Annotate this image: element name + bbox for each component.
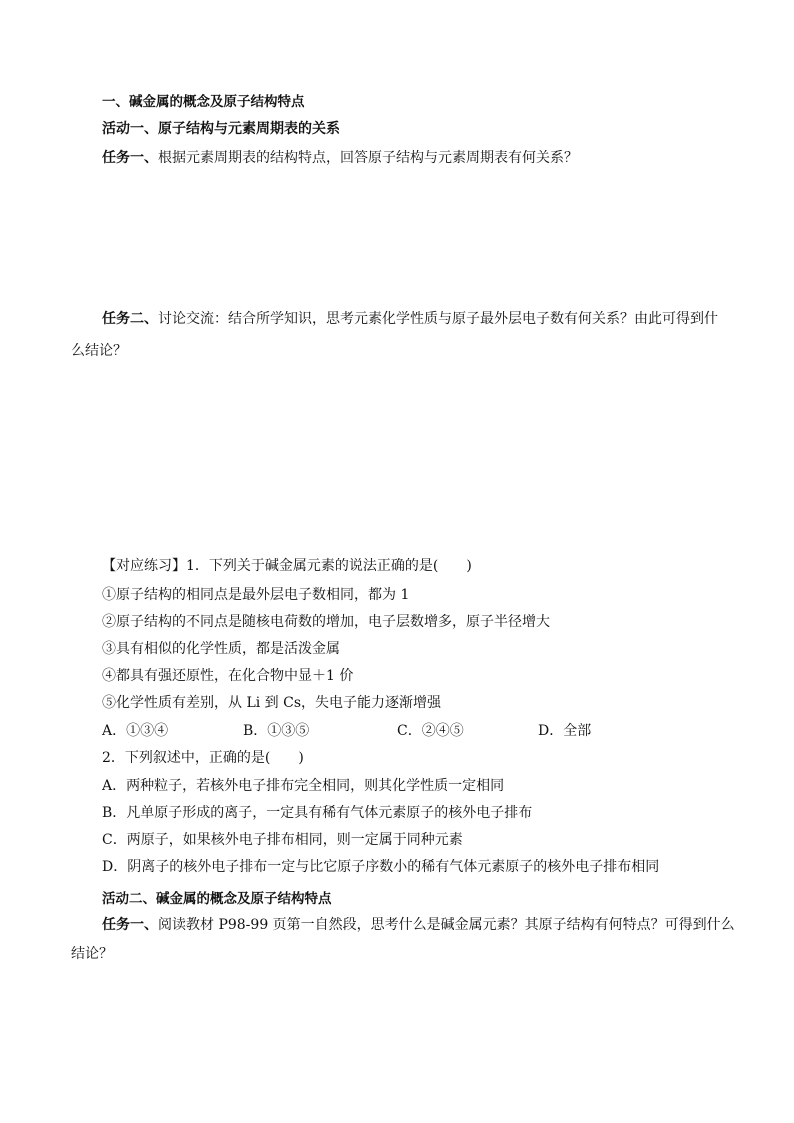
activity1-task2-line2: 么结论？ — [71, 343, 127, 359]
exercise-q2-option-d: D．阴离子的核外电子排布一定与比它原子序数小的稀有气体元素原子的核外电子排布相同 — [102, 859, 660, 875]
task1-text: 根据元素周期表的结构特点，回答原子结构与元素周期表有何关系？ — [158, 150, 578, 166]
activity1-title: 活动一、原子结构与元素周期表的关系 — [102, 121, 340, 137]
exercise-q2-stem: 2．下列叙述中，正确的是( ) — [102, 750, 304, 766]
activity1-task2-line1 — [102, 309, 718, 329]
task1-label: 任务一、 — [102, 150, 158, 166]
exercise-q1-choice-d: D．全部 — [538, 723, 592, 739]
exercise-q1-choice-c: C．②④⑤ — [397, 723, 464, 739]
section-title: 一、碱金属的概念及原子结构特点 — [102, 94, 305, 110]
exercise-q1-item: ④都具有强还原性，在化合物中显＋1 价 — [102, 668, 354, 684]
activity2-task1-line2: 结论？ — [71, 946, 113, 962]
exercise-q2-option-a: A．两种粒子，若核外电子排布完全相同，则其化学性质一定相同 — [102, 778, 505, 794]
activity1-task1 — [102, 148, 578, 168]
exercise-q1-choice-a: A．①③④ — [102, 723, 169, 739]
exercise-q1-item: ⑤化学性质有差别，从 Li 到 Cs，失电子能力逐渐增强 — [102, 695, 442, 711]
exercise-q2-option-c: C．两原子，如果核外电子排布相同，则一定属于同种元素 — [102, 832, 463, 848]
task2-label: 任务二、 — [102, 311, 158, 327]
activity2-task1-line1 — [102, 915, 735, 935]
exercise-q2-option-b: B．凡单原子形成的离子，一定具有稀有气体元素原子的核外电子排布 — [102, 805, 533, 821]
task2-text: 讨论交流：结合所学知识，思考元素化学性质与原子最外层电子数有何关系？由此可得到什 — [158, 311, 718, 327]
activity2-task1-label: 任务一、 — [102, 917, 158, 933]
activity2-title: 活动二、碱金属的概念及原子结构特点 — [102, 891, 332, 907]
exercise-q1-item: ②原子结构的不同点是随核电荷数的增加，电子层数增多，原子半径增大 — [102, 614, 550, 630]
activity2-task1-text: 阅读教材 P98-99 页第一自然段，思考什么是碱金属元素？其原子结构有何特点？可得到什么 — [158, 917, 735, 933]
exercise-q1-stem: 【对应练习】1．下列关于碱金属元素的说法正确的是( ) — [102, 558, 472, 574]
exercise-q1-item: ③具有相似的化学性质，都是活泼金属 — [102, 641, 340, 657]
exercise-q1-choice-b: B．①③⑤ — [243, 723, 310, 739]
exercise-q1-item: ①原子结构的相同点是最外层电子数相同，都为 1 — [102, 587, 410, 603]
